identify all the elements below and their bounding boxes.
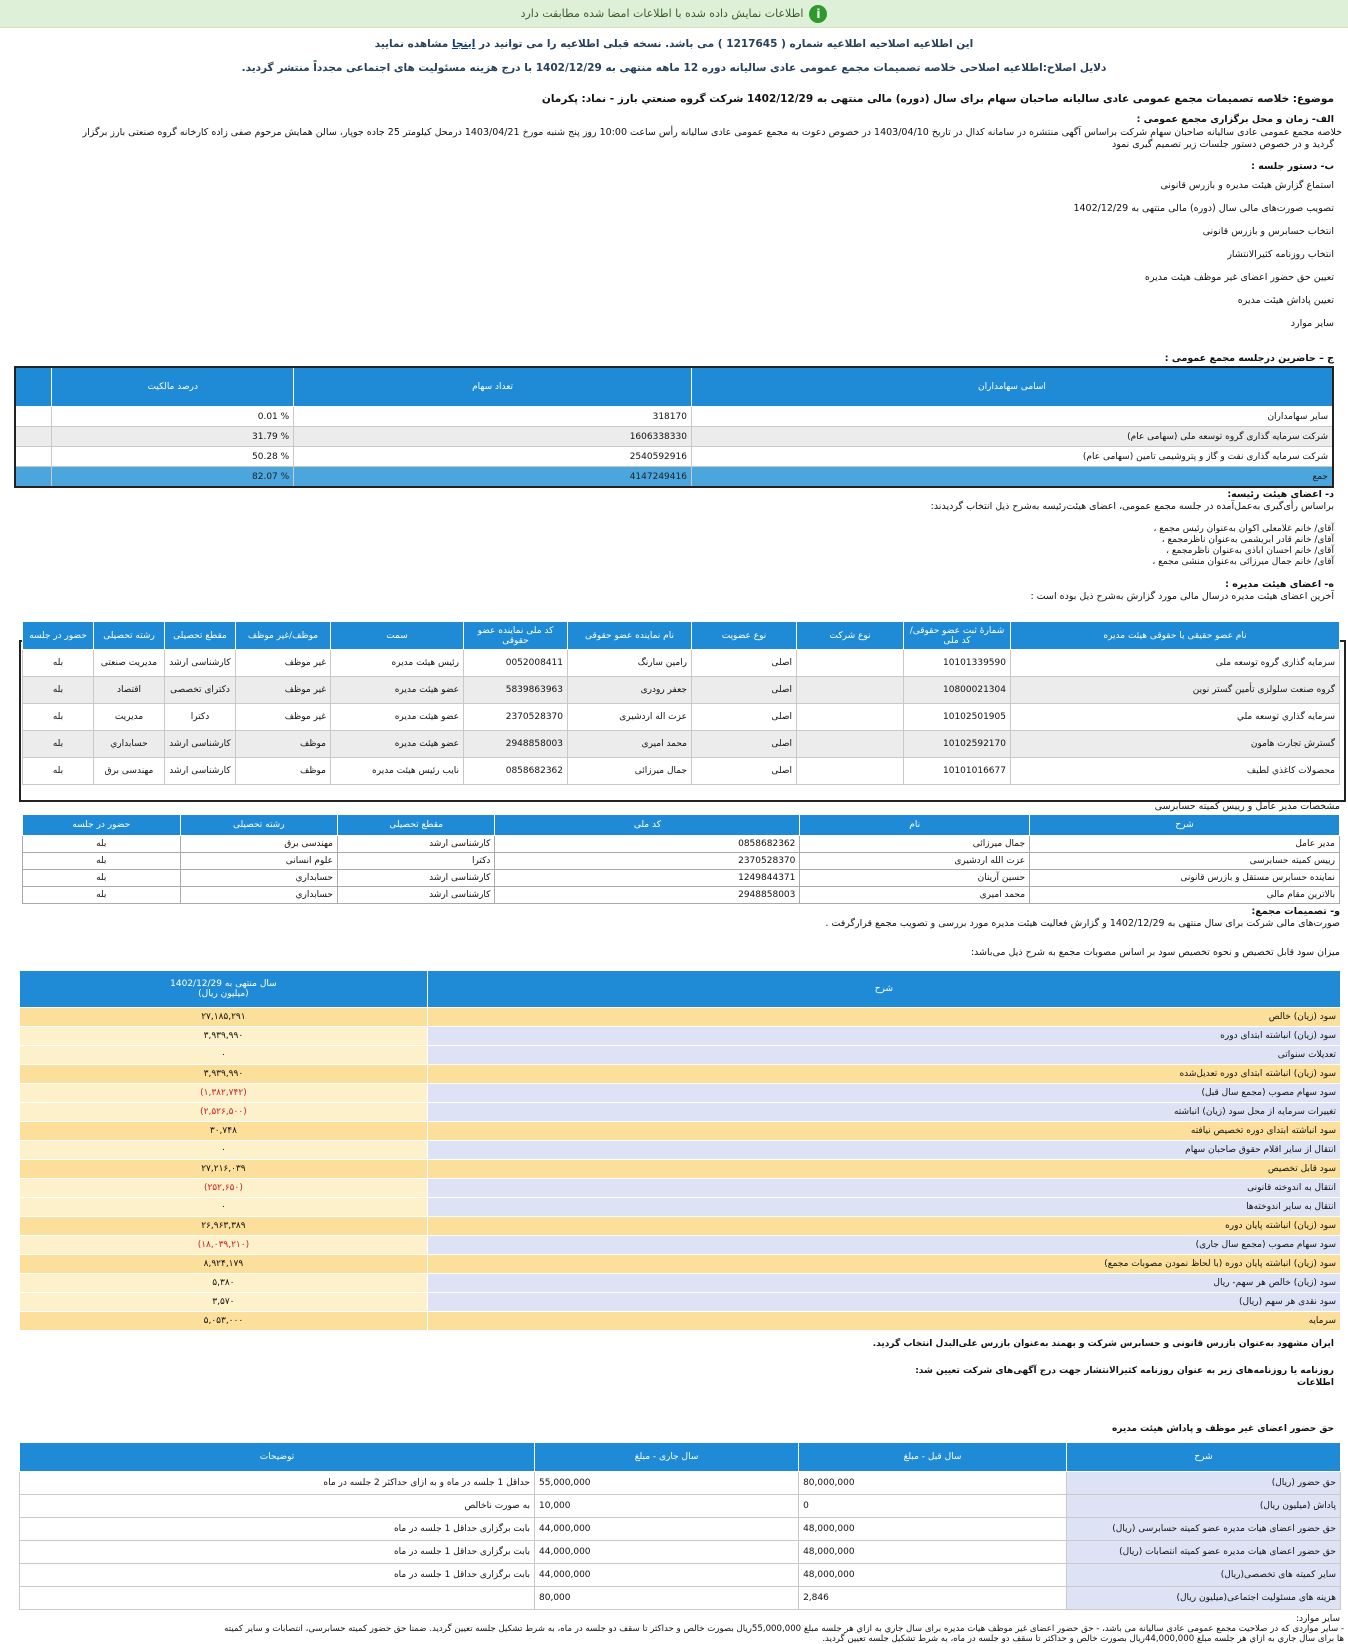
table-row [20, 1179, 1341, 1198]
agenda-item: استماع گزارش هیئت مدیره و بازرس قانونی [1160, 180, 1334, 191]
row-value: ۰ [20, 1198, 428, 1217]
row-label: سود (زیان) خالص [427, 1008, 1340, 1027]
table-row: شرکت سرمایه گذاری گروه توسعه ملی (سهامی عام) 1606338330 % 31.79 [15, 427, 1333, 447]
row-label: انتقال از سایر اقلام حقوق صاحبان سهام [427, 1141, 1340, 1160]
table-row [20, 1236, 1341, 1255]
table-row: پاداش (میلیون ریال) 0 10,000 به صورت ناخالص [20, 1495, 1341, 1518]
row-value: ۵,۰۵۳,۰۰۰ [20, 1312, 428, 1331]
presidium-item: آقای/ خانم قادر ابریشمی به‌عنوان ناظرمجمع ، [1161, 535, 1334, 545]
section-b-title: ب- دستور جلسه : [1251, 161, 1334, 172]
col-header: موظف/غیر موظف [236, 622, 331, 650]
table-row: نماینده حسابرس مستقل و بازرس قانونی حسین آرینان 1249844371 کارشناسی ارشد حسابداري بله [23, 870, 1340, 887]
table-row: حق حضور اعضای هیات مدیره عضو کمیته حسابرسی (ریال) 48,000,000 44,000,000 بابت برگزاری حداقل 1 جلسه در ماه [20, 1518, 1341, 1541]
row-label: سرمایه [427, 1312, 1340, 1331]
table-total-row: جمع 4147249416 % 82.07 [15, 467, 1333, 488]
col-header: نوع عضویت [692, 622, 797, 650]
table-row [20, 1027, 1341, 1046]
col-header: سمت [331, 622, 464, 650]
row-value: ۳,۵۷۰ [20, 1293, 428, 1312]
row-label: سود (زیان) انباشته ابتدای دوره [427, 1027, 1340, 1046]
table-row: گسترش تجارت هامون 10102592170 اصلی محمد امیری 2948858003 عضو هیئت مدیره موظف کارشناسی ارشد حسابداري بله [23, 731, 1340, 758]
row-value: ۰ [20, 1141, 428, 1160]
table-row [20, 1255, 1341, 1274]
agenda-item: انتخاب روزنامه کثیرالانتشار [1227, 249, 1334, 260]
table-row [20, 1065, 1341, 1084]
table-row [20, 1312, 1341, 1331]
col-header: حضور در جلسه [23, 622, 94, 650]
other-title: سایر موارد: [1296, 1614, 1340, 1624]
profit-allocation-table [19, 970, 1341, 1331]
row-label: سود (زیان) انباشته ابتدای دوره تعدیل‌شده [427, 1065, 1340, 1084]
section-d-intro: براساس رأی‌گیری به‌عمل‌آمده در جلسه مجمع عمومی، اعضای هیئت‌رئیسه به‌شرح ذیل انتخاب گردیدند: [930, 501, 1334, 512]
table-row [20, 1274, 1341, 1293]
row-label: سود (زیان) انباشته پایان دوره (با لحاظ نمودن مصوبات مجمع) [427, 1255, 1340, 1274]
section-a-text-2: گردید و در خصوص دستور جلسات زیر تصمیم گیری نمود [1112, 139, 1334, 150]
row-value: (۱۸,۰۳۹,۲۱۰) [20, 1236, 428, 1255]
row-label: سود سهام مصوب (مجمع سال جاری) [427, 1236, 1340, 1255]
col-header: رشته تحصیلی [94, 622, 165, 650]
agenda-item: سایر موارد [1290, 318, 1334, 329]
other-text: - سایر مواردی که در صلاحیت مجمع عمومی عادی سالیانه می باشد، - حق حضور اعضای غیر موظف هیات مدیره برای سال جاري به ازاي هر جلسه مبلغ 55,000,000ریال بصورت خالص و حداکثر تا سقف دو جلسه در ماه، به شرط تشکیل جلسه تعیین گردید. ضمنا حق حضور کمیته حسابرسی، انتصابات و سایر کمیته [224, 1624, 1344, 1634]
row-value: ۰ [20, 1046, 428, 1065]
table-row [20, 1008, 1341, 1027]
table-row: حق حضور اعضای هیات مدیره عضو کمیته انتصابات (ریال) 48,000,000 44,000,000 بابت برگزاری حداقل 1 جلسه در ماه [20, 1541, 1341, 1564]
table-row [20, 1217, 1341, 1236]
row-label: تعدیلات سنواتی [427, 1046, 1340, 1065]
row-label: تغییرات سرمایه از محل سود (زیان) انباشته [427, 1103, 1340, 1122]
table-row: سرمایه گذاری گروه توسعه ملی 10101339590 اصلی رامین سارنگ 0052008411 رئیس هیئت مدیره غیر موظف کارشناسی ارشد مدیریت صنعتی بله [23, 650, 1340, 677]
section-f-title: و- تصمیمات مجمع: [1251, 906, 1340, 917]
col-header: شرح [427, 971, 1340, 1008]
table-row: مدیر عامل جمال میرزائی 0858682362 کارشناسی ارشد مهندسی برق بله [23, 836, 1340, 853]
row-value: ۲۷,۲۱۶,۰۳۹ [20, 1160, 428, 1179]
col-header: سال قبل - مبلغ [799, 1443, 1067, 1472]
col-header: نام نماینده عضو حقوقی [568, 622, 692, 650]
table-row: شرکت سرمایه گذاری نفت و گاز و پتروشیمی تامین (سهامی عام) 2540592916 % 50.28 [15, 447, 1333, 467]
table-row [20, 1141, 1341, 1160]
section-e-title: ه- اعضای هیئت مدیره : [1225, 579, 1334, 590]
agenda-item: انتخاب حسابرس و بازرس قانونی [1202, 226, 1334, 237]
col-header: مقطع تحصیلی [165, 622, 236, 650]
presidium-item: آقای/ خانم غلامعلی اکوان به‌عنوان رئیس مجمع ، [1153, 524, 1334, 534]
col-header: توضیحات [20, 1443, 535, 1472]
newspaper-name: اطلاعات [1297, 1378, 1334, 1388]
verification-banner: iاطلاعات نمایش داده شده با اطلاعات امضا شده مطابقت دارد [0, 0, 1348, 28]
col-header: کد ملی [495, 815, 800, 836]
col-header: سال جاری - مبلغ [535, 1443, 799, 1472]
agenda-item: تعیین پاداش هیئت مدیره [1237, 295, 1334, 306]
col-header: نام [800, 815, 1030, 836]
col-header: شرح [1030, 815, 1340, 836]
section-a-text: خلاصه مجمع عمومی عادی سالیانه صاحبان سهام شرکت براساس آگهی منتشره در سامانه کدال در تاریخ 1403/04/10 در خصوص دعوت به مجمع عمومی عادی سالیانه رأس ساعت 10:00 روز پنج شنبه مورخ 1403/04/21 درمحل کیلومتر 25 جاده جوپار، سالن همایش مرحوم صفی زاده کارخانه گروه صنعتی بارز برگزار [82, 127, 1342, 138]
col-header: اسامی سهامداران [691, 367, 1333, 407]
col-header: نوع شرکت [797, 622, 904, 650]
row-value: ۲۷,۱۸۵,۲۹۱ [20, 1008, 428, 1027]
row-label: سود (زیان) انباشته پایان دوره [427, 1217, 1340, 1236]
subject: موضوع: خلاصه تصمیمات مجمع عمومی عادی سالیانه صاحبان سهام برای سال (دوره) مالی منتهی به 1402/12/29 شرکت گروه صنعتي بارز - نماد: پکرمان [541, 93, 1334, 105]
table-row: حق حضور (ریال) 80,000,000 55,000,000 حداقل 1 جلسه در ماه و به ازای حداکثر 2 جلسه در ماه [20, 1472, 1341, 1495]
info-icon: i [809, 5, 827, 23]
table-row [20, 1084, 1341, 1103]
section-c-title: ج – حاضرین درجلسه مجمع عمومی : [1164, 353, 1334, 364]
row-label: سود انباشته ابتدای دوره تخصیص نیافته [427, 1122, 1340, 1141]
table-row [20, 1046, 1341, 1065]
row-label: سود (زیان) خالص هر سهم- ریال [427, 1274, 1340, 1293]
auditor-text: ایران مشهود به‌عنوان بازرس قانونی و حسابرس شرکت و بهمند به‌عنوان بازرس علی‌البدل انتخاب گردید. [872, 1339, 1334, 1349]
row-label: انتقال به اندوخته قانونی [427, 1179, 1340, 1198]
table-row: گروه صنعت سلولزی تأمین گستر نوین 10800021304 اصلی جعفر رودری 5839863963 عضو هیئت مدیره غیر موظف دکترای تخصصی اقتصاد بله [23, 677, 1340, 704]
row-value: ۲۶,۹۶۳,۳۸۹ [20, 1217, 428, 1236]
section-f-text-2: میزان سود قابل تخصیص و نحوه تخصیص سود بر اساس مصوبات مجمع به شرح ذیل می‌باشد: [970, 947, 1340, 958]
row-value: ۳,۹۳۹,۹۹۰ [20, 1027, 428, 1046]
presidium-item: آقای/ خانم احسان اباذی به‌عنوان ناظرمجمع ، [1166, 546, 1334, 556]
correction-notice: این اطلاعیه اصلاحیه اطلاعیه شماره ( 1217645 ) می باشد. نسخه قبلی اطلاعیه را می توانید در اینجا مشاهده نمایید [374, 38, 974, 50]
col-header: سال منتهی به 1402/12/29 (میلیون ریال) [20, 971, 428, 1008]
col-header: درصد مالکیت [52, 367, 294, 407]
col-header: کد ملی نماینده عضو حقوقی [464, 622, 568, 650]
row-value: ۸,۹۲۴,۱۷۹ [20, 1255, 428, 1274]
table-row [20, 1293, 1341, 1312]
newspaper-text: روزنامه یا روزنامه‌های زیر به عنوان روزنامه کثیرالانتشار جهت درج آگهی‌های شرکت تعیین شد: [915, 1366, 1334, 1376]
ceo-section-title: مشخصات مدیر عامل و رییس کمیته حسابرسی [1154, 801, 1340, 812]
col-header: نام عضو حقیقی یا حقوقی هیئت مدیره [1011, 622, 1340, 650]
table-row [20, 1122, 1341, 1141]
agenda-item: تصویب صورت‌های مالی سال (دوره) مالی منتهی به 1402/12/29 [1073, 203, 1334, 214]
table-row: سایر کمیته های تخصصی(ریال) 48,000,000 44,000,000 بابت برگزاری حداقل 1 جلسه در ماه [20, 1564, 1341, 1587]
section-a-title: الف- زمان و محل برگزاری مجمع عمومی : [1136, 114, 1334, 125]
row-value: (۱,۳۸۲,۷۴۲) [20, 1084, 428, 1103]
row-label: انتقال به سایر اندوخته‌ها [427, 1198, 1340, 1217]
row-value: ۵,۳۸۰ [20, 1274, 428, 1293]
fees-table [19, 1442, 1341, 1610]
ceo-table [22, 814, 1340, 904]
agenda-item: تعیین حق حضور اعضای غیر موظف هیئت مدیره [1144, 272, 1334, 283]
other-text-2: ها برای سال جاري به ازاي هر جلسه مبلغ 44,000,000ریال بصورت خالص و حداکثر تا سقف دو جلسه در ماه، به شرط تشکیل جلسه تعیین گردید. [822, 1634, 1344, 1644]
table-row: بالاترین مقام مالی محمد امیری 2948858003 کارشناسی ارشد حسابداري بله [23, 887, 1340, 904]
table-row [20, 1103, 1341, 1122]
col-header: مقطع تحصیلی [337, 815, 494, 836]
row-value: ۳,۹۳۹,۹۹۰ [20, 1065, 428, 1084]
section-e-intro: آخرین اعضای هیئت مدیره درسال مالی مورد گزارش به‌شرح ذیل بوده است : [1030, 591, 1334, 602]
col-header: شمارۀ ثبت عضو حقوقی/کد ملی [904, 622, 1011, 650]
row-value: ۳۰,۷۴۸ [20, 1122, 428, 1141]
table-row: هزینه های مسئولیت اجتماعی(میلیون ریال) 2,846 80,000 [20, 1587, 1341, 1610]
row-value: (۲۵۲,۶۵۰) [20, 1179, 428, 1198]
section-d-title: د- اعضای هیئت رئیسه: [1227, 489, 1334, 500]
col-header [15, 367, 52, 407]
presidium-item: آقای/ خانم جمال میرزائی به‌عنوان منشی مجمع ، [1152, 557, 1334, 567]
col-header: شرح [1067, 1443, 1341, 1472]
table-row [20, 1160, 1341, 1179]
previous-version-link[interactable]: اینجا [451, 38, 476, 50]
table-row: محصولات کاغذي لطيف 10101016677 اصلی جمال میرزائی 0858682362 نایب رئیس هیئت مدیره موظف کارشناسی ارشد مهندسی برق بله [23, 758, 1340, 785]
col-header: تعداد سهام [294, 367, 692, 407]
row-value: (۲,۵۲۶,۵۰۰) [20, 1103, 428, 1122]
fees-title: حق حضور اعضای غیر موظف و پاداش هیئت مدیره [1111, 1424, 1334, 1434]
table-row: سرمایه گذاري توسعه ملي 10102501905 اصلی عزت اله اردشیری 2370528370 عضو هیئت مدیره غیر موظف دکترا مدیریت بله [23, 704, 1340, 731]
row-label: سود نقدی هر سهم (ریال) [427, 1293, 1340, 1312]
table-row: سایر سهامداران 318170 % 0.01 [15, 407, 1333, 427]
section-f-text: صورت‌های مالی شرکت برای سال منتهی به 1402/12/29 و گزارش فعالیت هیئت مدیره مورد بررسی و تصویب مجمع قرارگرفت . [825, 918, 1340, 929]
shareholders-table [14, 366, 1334, 488]
table-row [20, 1198, 1341, 1217]
row-label: سود قابل تخصیص [427, 1160, 1340, 1179]
col-header: رشته تحصیلی [180, 815, 337, 836]
table-row: رییس کمیته حسابرسی عزت الله اردشیری 2370528370 دکترا علوم انسانی بله [23, 853, 1340, 870]
row-label: سود سهام مصوب (مجمع سال قبل) [427, 1084, 1340, 1103]
board-members-table [22, 621, 1340, 785]
correction-reason: دلایل اصلاح:اطلاعیه اصلاحی خلاصه تصمیمات مجمع عمومی عادی سالیانه دوره 12 ماهه منتهی به 1402/12/29 با درج هزینه مسئولیت های اجتماعی مجدداً منتشر گردید. [241, 62, 1107, 74]
col-header: حضور در جلسه [23, 815, 181, 836]
